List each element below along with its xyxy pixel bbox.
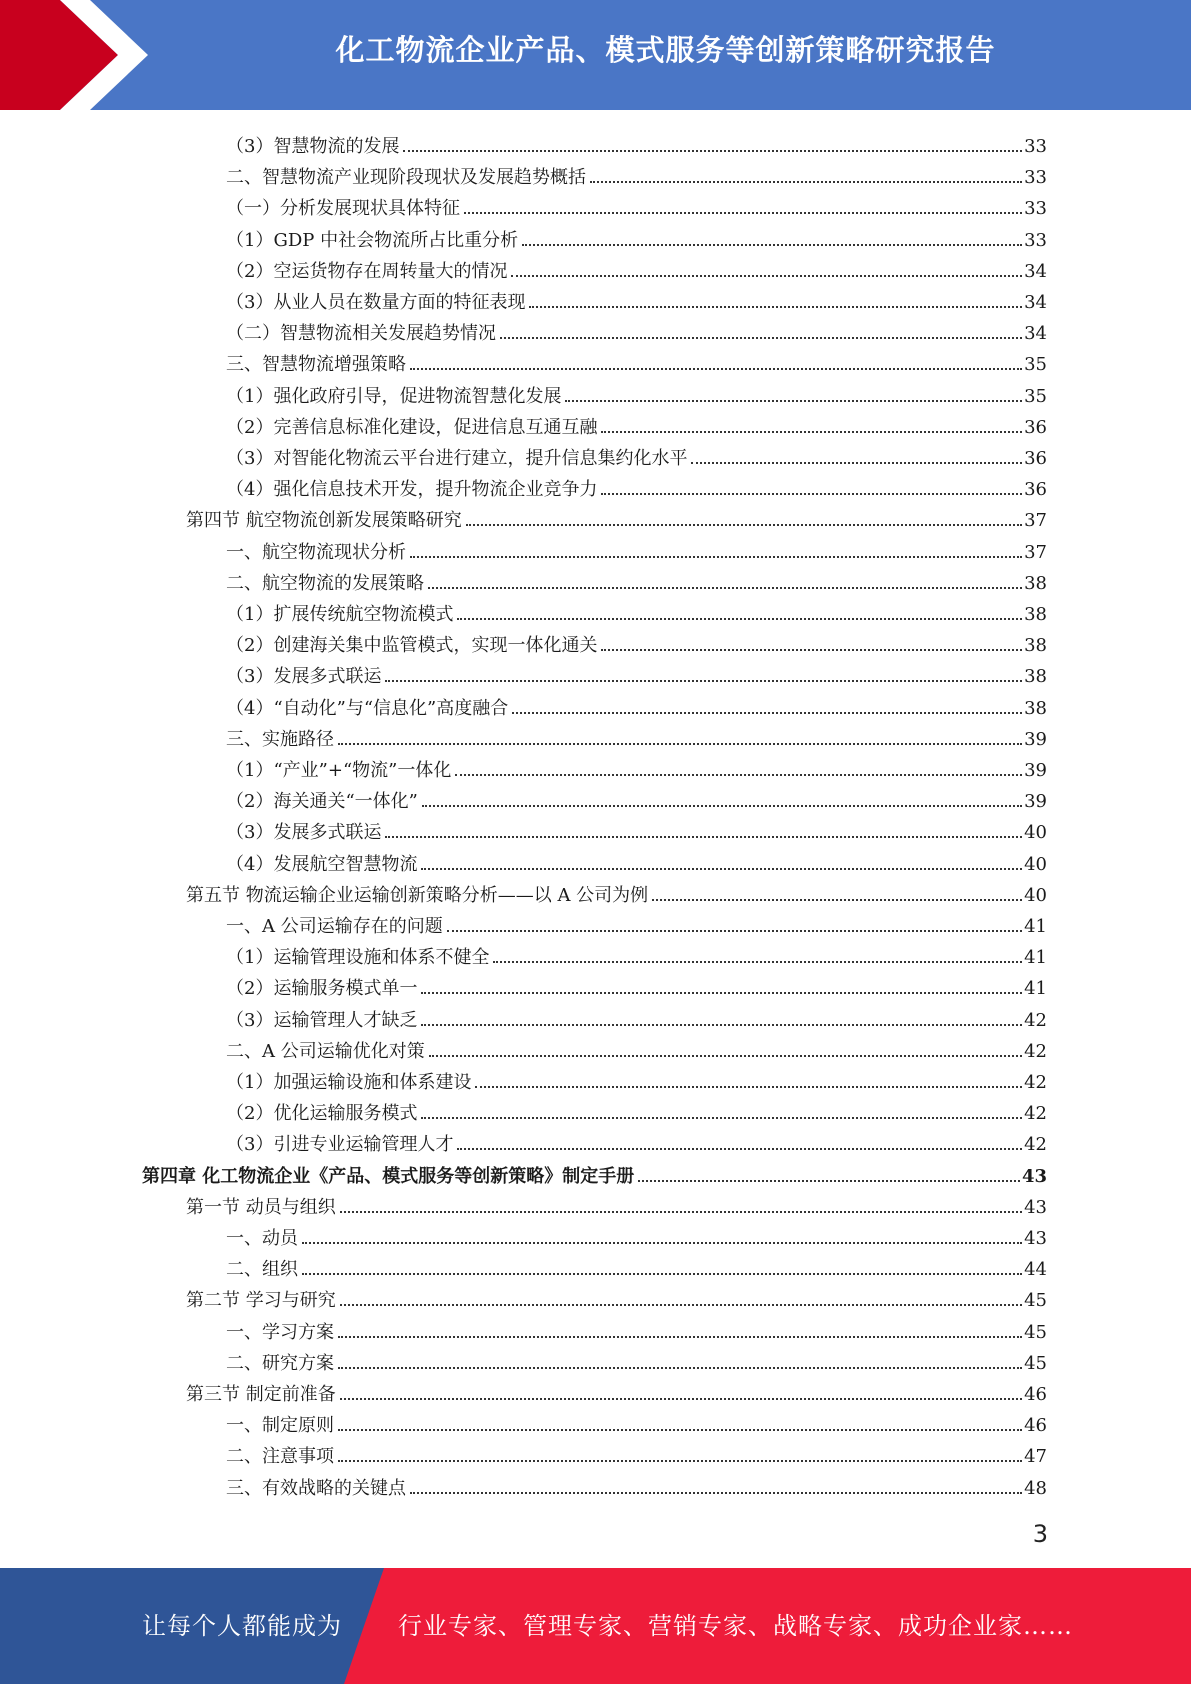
toc-entry-label: 二、航空物流的发展策略 [226,573,424,594]
toc-entry[interactable] [226,222,1047,252]
document-title: 化工物流企业产品、模式服务等创新策略研究报告 [335,33,996,67]
toc-dot-leader [590,181,1022,183]
toc-dot-leader [601,493,1022,495]
toc-entry-page: 34 [1024,261,1047,282]
toc-dot-leader [338,1336,1022,1338]
toc-entry[interactable] [226,939,1047,969]
toc-entry-label: 三、有效战略的关键点 [226,1478,406,1499]
toc-entry[interactable] [226,721,1047,751]
toc-entry-page: 43 [1021,1166,1047,1187]
toc-entry-label: （4）发展航空智慧物流 [226,854,418,875]
toc-entry-page: 40 [1024,854,1047,875]
toc-entry-page: 35 [1024,386,1047,407]
toc-entry-page: 33 [1024,167,1047,188]
toc-entry-page: 47 [1024,1446,1047,1467]
toc-entry-page: 41 [1024,947,1047,968]
toc-entry-label: （1）强化政府引导，促进物流智慧化发展 [226,386,562,407]
toc-entry-label: 二、A 公司运输优化对策 [226,1041,425,1062]
toc-entry[interactable] [186,502,1047,532]
toc-entry-page: 39 [1024,729,1047,750]
toc-entry[interactable] [226,752,1047,782]
toc-dot-leader [302,1273,1022,1275]
toc-entry[interactable] [226,658,1047,688]
toc-entry[interactable] [226,627,1047,657]
toc-dot-leader [455,774,1022,776]
toc-dot-leader [410,368,1022,370]
toc-entry[interactable] [226,1438,1047,1468]
toc-entry-label: 二、研究方案 [226,1353,334,1374]
toc-entry-label: 一、动员 [226,1228,298,1249]
toc-entry-page: 46 [1024,1415,1047,1436]
toc-entry-page: 34 [1024,323,1047,344]
page-number: 3 [1032,1520,1048,1548]
toc-entry-label: 一、制定原则 [226,1415,334,1436]
toc-dot-leader [457,1148,1022,1150]
toc-dot-leader [338,743,1022,745]
toc-entry[interactable] [226,565,1047,595]
toc-dot-leader [601,649,1022,651]
toc-entry-label: （3）引进专业运输管理人才 [226,1134,454,1155]
toc-dot-leader [410,1492,1022,1494]
toc-dot-leader [403,150,1022,152]
toc-entry-page: 34 [1024,292,1047,313]
toc-entry-label: 第三节 制定前准备 [186,1384,336,1405]
toc-entry[interactable] [226,190,1047,220]
toc-entry[interactable] [226,596,1047,626]
toc-entry[interactable] [226,1407,1047,1437]
toc-entry[interactable] [226,908,1047,938]
toc-entry[interactable] [226,1345,1047,1375]
toc-dot-leader [422,805,1022,807]
toc-dot-leader [511,275,1022,277]
toc-entry-label: （3）发展多式联运 [226,666,382,687]
toc-entry-page: 38 [1024,573,1047,594]
toc-entry-page: 39 [1024,791,1047,812]
toc-dot-leader [421,1117,1022,1119]
toc-entry-page: 43 [1024,1228,1047,1249]
toc-entry-label: （4）强化信息技术开发，提升物流企业竞争力 [226,479,598,500]
toc-entry[interactable] [226,471,1047,501]
toc-entry-page: 39 [1024,760,1047,781]
toc-entry[interactable] [226,315,1047,345]
toc-entry[interactable] [226,1251,1047,1281]
toc-dot-leader [338,1460,1022,1462]
toc-entry[interactable] [226,1064,1047,1094]
toc-entry-page: 45 [1024,1322,1047,1343]
toc-entry[interactable] [226,1095,1047,1125]
toc-entry-label: 第二节 学习与研究 [186,1290,336,1311]
toc-entry-page: 45 [1024,1290,1047,1311]
toc-entry[interactable] [226,346,1047,376]
toc-entry[interactable] [186,1189,1047,1219]
toc-dot-leader [429,1055,1022,1057]
toc-entry-label: （1）“产业”+“物流”一体化 [226,760,452,781]
toc-entry[interactable] [226,1470,1047,1500]
toc-entry-label: 三、实施路径 [226,729,334,750]
toc-entry[interactable] [226,1033,1047,1063]
toc-entry-page: 37 [1024,510,1047,531]
toc-entry-label: （3）对智能化物流云平台进行建立，提升信息集约化水平 [226,448,688,469]
toc-entry[interactable] [226,440,1047,470]
toc-entry[interactable] [226,783,1047,813]
toc-entry[interactable] [186,1376,1047,1406]
toc-dot-leader [638,1180,1020,1182]
toc-entry-label: 一、航空物流现状分析 [226,542,406,563]
toc-entry-label: （1）GDP 中社会物流所占比重分析 [226,230,519,251]
toc-dot-leader [466,524,1022,526]
toc-entry-label: （2）优化运输服务模式 [226,1103,418,1124]
footer-slogan-right: 行业专家、管理专家、营销专家、战略专家、成功企业家…… [398,1612,1073,1640]
toc-dot-leader [500,337,1022,339]
toc-entry-page: 38 [1024,604,1047,625]
toc-dot-leader [340,1211,1022,1213]
toc-entry[interactable] [142,1158,1047,1188]
toc-entry-label: 二、智慧物流产业现阶段现状及发展趋势概括 [226,167,586,188]
toc-entry[interactable] [226,690,1047,720]
toc-dot-leader [652,899,1022,901]
toc-entry[interactable] [226,814,1047,844]
toc-dot-leader [385,680,1022,682]
toc-dot-leader [340,1398,1022,1400]
toc-dot-leader [421,992,1022,994]
toc-entry-label: 第四章 化工物流企业《产品、模式服务等创新策略》制定手册 [142,1166,635,1187]
toc-entry-label: 二、组织 [226,1259,298,1280]
toc-entry-page: 42 [1024,1103,1047,1124]
toc-entry-label: 三、智慧物流增强策略 [226,354,406,375]
toc-entry-label: （1）扩展传统航空物流模式 [226,604,454,625]
toc-dot-leader [421,868,1022,870]
toc-entry-label: （2）创建海关集中监管模式，实现一体化通关 [226,635,598,656]
toc-entry-page: 48 [1024,1478,1047,1499]
toc-entry-label: 第一节 动员与组织 [186,1197,336,1218]
page-footer [0,1568,1191,1684]
toc-entry-page: 38 [1024,666,1047,687]
toc-entry[interactable] [226,1002,1047,1032]
toc-dot-leader [340,1304,1022,1306]
toc-entry-label: 一、学习方案 [226,1322,334,1343]
toc-entry[interactable] [226,970,1047,1000]
toc-dot-leader [302,1242,1022,1244]
toc-entry-page: 40 [1024,885,1047,906]
toc-dot-leader [338,1429,1022,1431]
toc-entry-page: 44 [1024,1259,1047,1280]
toc-entry-label: （3）运输管理人才缺乏 [226,1010,418,1031]
toc-dot-leader [421,1024,1022,1026]
toc-entry-page: 41 [1024,978,1047,999]
toc-entry-page: 33 [1024,230,1047,251]
page-header [0,0,1191,110]
toc-entry-page: 36 [1024,479,1047,500]
toc-entry[interactable] [226,378,1047,408]
toc-dot-leader [338,1367,1022,1369]
toc-entry-page: 45 [1024,1353,1047,1374]
toc-entry-page: 41 [1024,916,1047,937]
toc-entry-label: （二）智慧物流相关发展趋势情况 [226,323,496,344]
toc-entry-label: 一、A 公司运输存在的问题 [226,916,443,937]
toc-entry[interactable] [226,1314,1047,1344]
toc-entry-page: 38 [1024,698,1047,719]
toc-entry-label: （2）完善信息标准化建设，促进信息互通互融 [226,417,598,438]
toc-entry[interactable] [226,284,1047,314]
toc-entry-label: （3）从业人员在数量方面的特征表现 [226,292,526,313]
toc-entry-label: （4）“自动化”与“信息化”高度融合 [226,698,509,719]
toc-entry[interactable] [186,1282,1047,1312]
toc-entry-page: 40 [1024,822,1047,843]
toc-entry-page: 42 [1024,1010,1047,1031]
toc-entry-page: 37 [1024,542,1047,563]
toc-entry-page: 46 [1024,1384,1047,1405]
toc-entry[interactable] [186,877,1047,907]
toc-entry-label: （1）运输管理设施和体系不健全 [226,947,490,968]
toc-dot-leader [428,587,1022,589]
toc-dot-leader [464,212,1022,214]
toc-entry[interactable] [226,128,1047,158]
toc-entry[interactable] [226,534,1047,564]
toc-dot-leader [565,400,1022,402]
toc-dot-leader [385,836,1022,838]
toc-entry-label: （2）空运货物存在周转量大的情况 [226,261,508,282]
toc-dot-leader [475,1086,1022,1088]
toc-entry-page: 42 [1024,1072,1047,1093]
toc-dot-leader [601,431,1022,433]
toc-dot-leader [522,244,1022,246]
toc-entry-label: （1）加强运输设施和体系建设 [226,1072,472,1093]
toc-entry-label: 二、注意事项 [226,1446,334,1467]
toc-dot-leader [691,462,1022,464]
toc-entry-page: 43 [1024,1197,1047,1218]
toc-entry-label: （一）分析发展现状具体特征 [226,198,460,219]
toc-entry[interactable] [226,159,1047,189]
toc-entry[interactable] [226,409,1047,439]
toc-entry-label: （2）运输服务模式单一 [226,978,418,999]
toc-entry-label: （3）智慧物流的发展 [226,136,400,157]
toc-entry-page: 42 [1024,1134,1047,1155]
toc-entry-page: 33 [1024,136,1047,157]
toc-entry-label: 第四节 航空物流创新发展策略研究 [186,510,462,531]
toc-entry-label: （2）海关通关“一体化” [226,791,418,812]
toc-entry-page: 36 [1024,417,1047,438]
toc-dot-leader [493,961,1022,963]
toc-entry-page: 38 [1024,635,1047,656]
toc-entry-page: 42 [1024,1041,1047,1062]
footer-slogan-left: 让每个人都能成为 [142,1612,342,1640]
toc-dot-leader [529,306,1022,308]
toc-entry[interactable] [226,1220,1047,1250]
toc-dot-leader [447,930,1022,932]
toc-dot-leader [410,556,1022,558]
toc-entry[interactable] [226,253,1047,283]
toc-entry-label: 第五节 物流运输企业运输创新策略分析——以 A 公司为例 [186,885,649,906]
toc-entry-label: （3）发展多式联运 [226,822,382,843]
toc-entry[interactable] [226,1126,1047,1156]
toc-entry[interactable] [226,846,1047,876]
toc-dot-leader [512,712,1022,714]
toc-entry-page: 33 [1024,198,1047,219]
toc-dot-leader [457,618,1022,620]
toc-entry-page: 36 [1024,448,1047,469]
toc-entry-page: 35 [1024,354,1047,375]
